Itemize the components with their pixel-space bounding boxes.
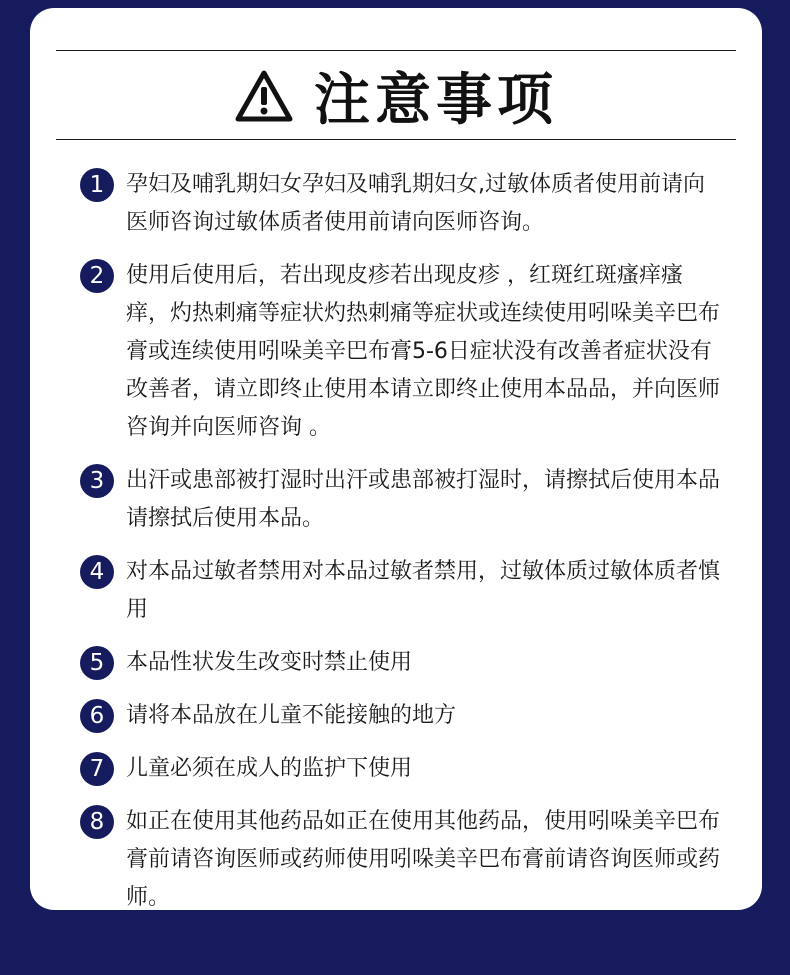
item-text: 孕妇及哺乳期妇女孕妇及哺乳期妇女,过敏体质者使用前请向医师咨询过敏体质者使用前请向医师咨询。 [126, 172, 705, 235]
item-text: 儿童必须在成人的监护下使用 [126, 756, 413, 781]
item-number-badge: 3 [80, 464, 114, 498]
item-text: 使用后使用后，若出现皮疹若出现皮疹 ，红斑红斑瘙痒瘙痒，灼热刺痛等症状灼热刺痛等症状或连续使用吲哚美辛巴布膏或连续使用吲哚美辛巴布膏5-6日症状没有改善者症状没有改善者，请立即终止使用本请立即终止使用本品品，并向医师咨询并向医师咨询 。 [126, 263, 721, 440]
list-item [80, 644, 720, 682]
item-number-badge: 7 [80, 752, 114, 786]
item-text: 对本品过敏者禁用对本品过敏者禁用，过敏体质过敏体质者慎用 [126, 559, 721, 622]
notice-list [80, 166, 720, 932]
item-text: 请将本品放在儿童不能接触的地方 [126, 703, 457, 728]
item-number-badge: 4 [80, 555, 114, 589]
item-text: 如正在使用其他药品如正在使用其他药品，使用吲哚美辛巴布膏前请咨询医师或药师使用吲哚美辛巴布膏前请咨询医师或药师。 [126, 809, 721, 910]
item-number-badge: 5 [80, 646, 114, 680]
item-number-badge: 6 [80, 699, 114, 733]
list-item [80, 166, 720, 242]
list-item [80, 553, 720, 629]
list-item [80, 462, 720, 538]
list-item [80, 803, 720, 917]
item-number-badge: 2 [80, 259, 114, 293]
list-item [80, 697, 720, 735]
title-row [30, 58, 762, 134]
page-title: 注意事项 [314, 68, 558, 133]
item-number-badge: 8 [80, 805, 114, 839]
item-number-badge: 1 [80, 168, 114, 202]
top-divider [56, 50, 736, 51]
list-item [80, 257, 720, 447]
bottom-divider [56, 139, 736, 140]
item-text: 出汗或患部被打湿时出汗或患部被打湿时，请擦拭后使用本品请擦拭后使用本品。 [126, 468, 721, 531]
list-item [80, 750, 720, 788]
notice-card [30, 8, 762, 910]
warning-icon [234, 69, 294, 123]
item-text: 本品性状发生改变时禁止使用 [126, 650, 413, 675]
